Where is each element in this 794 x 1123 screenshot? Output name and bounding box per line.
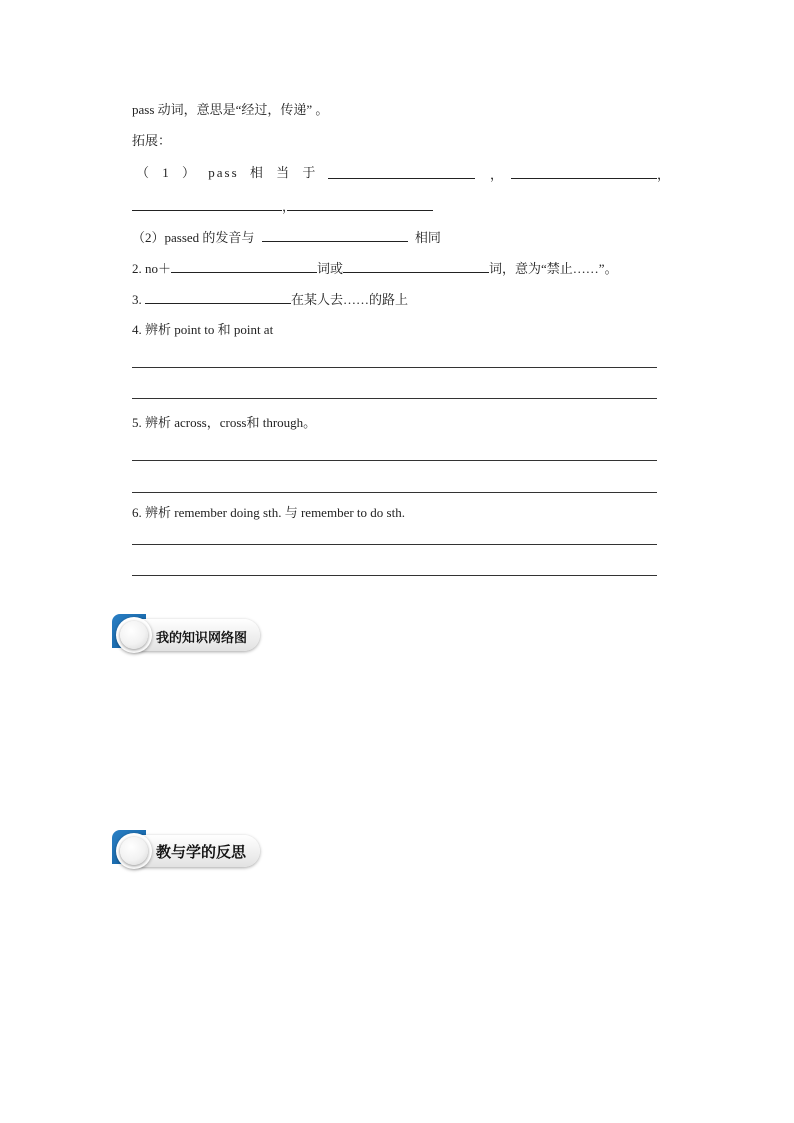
point-to-at-line: 4. 辨析 point to 和 point at [132,322,274,337]
comma-end: ， [657,167,671,182]
comma-sep-2: ， [282,199,296,214]
badge-circle-icon [116,617,152,653]
pass-definition-line: pass 动词，意思是“经过，传递” 。 [132,102,329,117]
remember-line: 6. 辨析 remember doing sth. 与 remember to do sth. [132,505,405,520]
answer-blank-2[interactable] [511,164,657,179]
section-header-knowledge-map [112,614,264,654]
answer-blank-8[interactable] [145,289,291,304]
across-cross-through-line: 5. 辨析 across，cross和 through。 [132,415,317,430]
comma-sep: ， [490,167,504,182]
pass-equivalents-line: （ 1 ） pass 相 当 于 [136,165,318,180]
passed-pronunciation-line: （2）passed 的发音与 相同 [132,227,441,247]
extension-label: 拓展： [132,133,172,148]
section-header-reflection [112,830,264,870]
answer-line-5[interactable] [132,544,657,545]
answer-line-2[interactable] [132,398,657,399]
section-title: 我的知识网络图 [156,631,248,646]
answer-blank-3[interactable] [132,196,282,211]
answer-line-4[interactable] [132,492,657,493]
answer-blank-5[interactable] [262,227,408,242]
section-title: 教与学的反思 [156,843,247,861]
no-plus-line: 2. no＋ 词或 词，意为“禁止……”。 [132,258,618,278]
badge-circle-icon [116,833,152,869]
answer-blank-4[interactable] [287,196,433,211]
answer-blank-7[interactable] [343,258,489,273]
on-the-way-line: 3. 在某人去……的路上 [132,289,408,309]
answer-line-6[interactable] [132,575,657,576]
answer-blank-6[interactable] [171,258,317,273]
answer-line-3[interactable] [132,460,657,461]
answer-line-1[interactable] [132,367,657,368]
answer-blank-1[interactable] [328,164,475,179]
